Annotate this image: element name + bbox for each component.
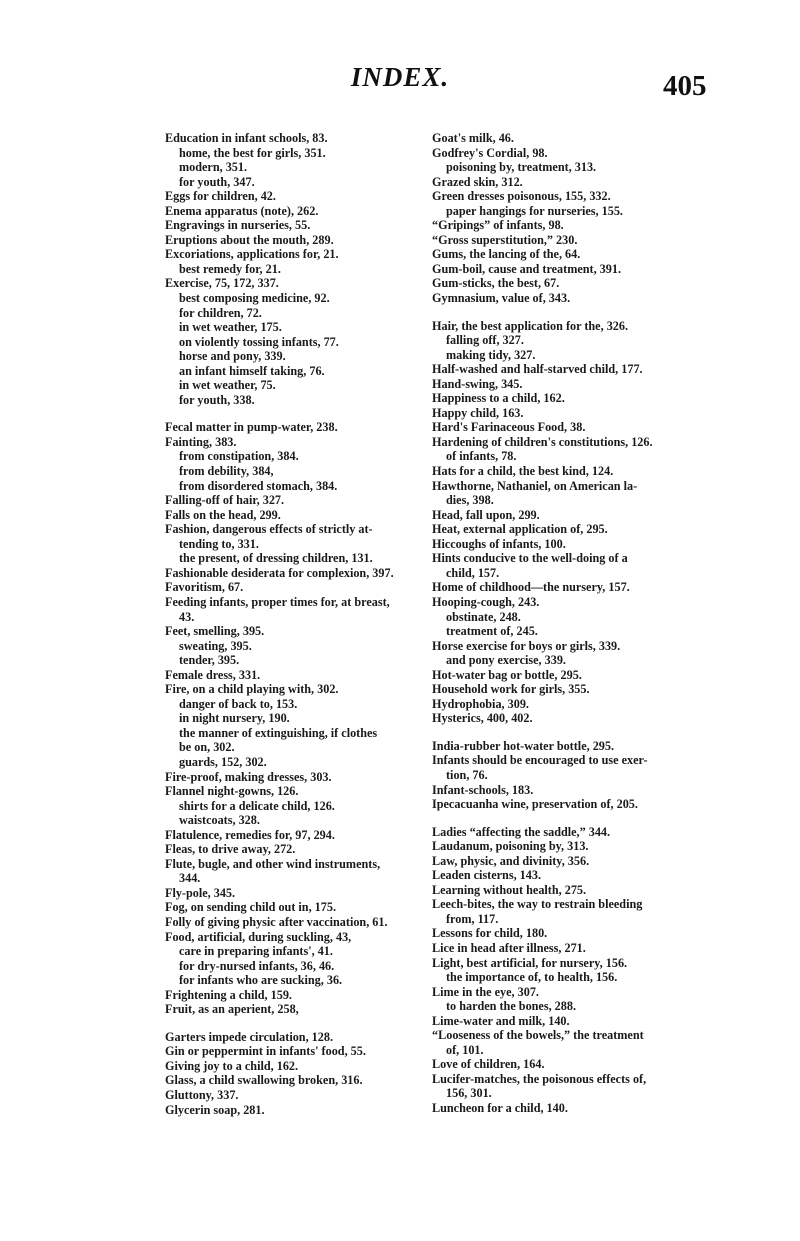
- index-subentry: for dry-nursed infants, 36, 46.: [179, 958, 335, 973]
- index-entry: Lucifer-matches, the poisonous effects of,: [432, 1071, 647, 1086]
- index-entry: Falls on the head, 299.: [165, 507, 281, 522]
- index-entry: Fleas, to drive away, 272.: [165, 842, 296, 857]
- index-column-right: [432, 131, 652, 1116]
- index-entry: “Gripings” of infants, 98.: [432, 218, 564, 233]
- index-entry: “Gross superstitution,” 230.: [432, 232, 578, 247]
- index-entry: Happiness to a child, 162.: [432, 391, 565, 406]
- index-column-left: [165, 131, 394, 1117]
- index-entry: Laudanum, poisoning by, 313.: [432, 839, 589, 854]
- index-entry: Falling-off of hair, 327.: [165, 493, 285, 508]
- index-entry: Half-washed and half-starved child, 177.: [432, 362, 643, 377]
- index-entry: Goat's milk, 46.: [432, 131, 514, 145]
- index-entry-continuation: 156, 301.: [446, 1086, 492, 1101]
- index-subentry: shirts for a delicate child, 126.: [179, 798, 335, 813]
- index-subentry: in wet weather, 175.: [179, 320, 282, 335]
- index-subentry: home, the best for girls, 351.: [179, 145, 326, 160]
- index-subentry: in wet weather, 75.: [179, 378, 276, 393]
- index-entry: Hawthorne, Nathaniel, on American la-: [432, 478, 638, 493]
- index-entry-continuation: 43.: [179, 609, 195, 624]
- index-entry: Hooping-cough, 243.: [432, 594, 540, 609]
- index-subentry: for infants who are sucking, 36.: [179, 973, 343, 988]
- index-entry: Favoritism, 67.: [165, 580, 244, 595]
- index-entry: Hints conducive to the well-doing of a: [432, 551, 628, 566]
- index-entry: Heat, external application of, 295.: [432, 522, 608, 537]
- index-subentry: guards, 152, 302.: [179, 754, 267, 769]
- index-entry: Education in infant schools, 83.: [165, 131, 328, 145]
- index-subentry: modern, 351.: [179, 160, 248, 175]
- index-subentry: the present, of dressing children, 131.: [179, 551, 373, 566]
- index-entry: Gum-boil, cause and treatment, 391.: [432, 261, 622, 276]
- index-entry: Hydrophobia, 309.: [432, 696, 529, 711]
- index-entry: Fog, on sending child out in, 175.: [165, 900, 337, 915]
- index-subentry: best composing medicine, 92.: [179, 291, 330, 306]
- index-entry: “Looseness of the bowels,” the treatment: [432, 1028, 644, 1043]
- index-entry: Gluttony, 337.: [165, 1088, 239, 1102]
- index-entry: Fashion, dangerous effects of strictly at-: [165, 522, 373, 537]
- index-entry: Gum-sticks, the best, 67.: [432, 276, 560, 291]
- index-entry: Eruptions about the mouth, 289.: [165, 232, 334, 247]
- index-entry: Luncheon for a child, 140.: [432, 1101, 568, 1115]
- index-entry: Grazed skin, 312.: [432, 174, 523, 189]
- index-entry: Excoriations, applications for, 21.: [165, 247, 339, 262]
- index-subentry: making tidy, 327.: [446, 347, 536, 362]
- index-subentry: tender, 395.: [179, 653, 240, 668]
- page-title: INDEX.: [350, 62, 450, 92]
- index-entry: Green dresses poisonous, 155, 332.: [432, 189, 611, 204]
- index-entry: Engravings in nurseries, 55.: [165, 218, 311, 233]
- index-entry: Hardening of children's constitutions, 126.: [432, 434, 653, 449]
- index-entry: Hair, the best application for the, 326.: [432, 318, 629, 333]
- index-entry: Gymnasium, value of, 343.: [432, 291, 571, 306]
- index-subentry: care in preparing infants', 41.: [179, 944, 333, 959]
- index-entry: Happy child, 163.: [432, 405, 524, 420]
- index-entry: Household work for girls, 355.: [432, 682, 590, 697]
- index-subentry: from disordered stomach, 384.: [179, 478, 338, 493]
- index-entry: Enema apparatus (note), 262.: [165, 203, 319, 218]
- index-subentry: an infant himself taking, 76.: [179, 363, 325, 378]
- index-entry: Lime-water and milk, 140.: [432, 1013, 570, 1028]
- index-subentry: danger of back to, 153.: [179, 696, 298, 711]
- index-entry: Giving joy to a child, 162.: [165, 1058, 299, 1073]
- index-entry-continuation: of, 101.: [446, 1042, 484, 1057]
- index-entry-continuation: 344.: [179, 871, 201, 886]
- index-entry: Flute, bugle, and other wind instruments,: [165, 856, 381, 871]
- index-entry: Fruit, as an aperient, 258,: [165, 1002, 299, 1017]
- index-entry: Horse exercise for boys or girls, 339.: [432, 638, 621, 653]
- index-entry: Love of children, 164.: [432, 1057, 545, 1072]
- index-subentry: from debility, 384,: [179, 464, 274, 479]
- index-entry: Fire-proof, making dresses, 303.: [165, 769, 332, 784]
- index-entry: Light, best artificial, for nursery, 156.: [432, 955, 628, 970]
- index-subentry: the importance of, to health, 156.: [446, 970, 618, 985]
- index-subentry: for children, 72.: [179, 305, 262, 320]
- index-subentry: waistcoats, 328.: [179, 813, 260, 828]
- index-subentry: obstinate, 248.: [446, 609, 521, 624]
- index-subentry: be on, 302.: [179, 740, 235, 755]
- index-entry: Leech-bites, the way to restrain bleeding: [432, 897, 643, 912]
- index-entry: Ipecacuanha wine, preservation of, 205.: [432, 797, 638, 812]
- index-subentry: in night nursery, 190.: [179, 711, 290, 726]
- index-entry: Glass, a child swallowing broken, 316.: [165, 1073, 363, 1088]
- index-subentry: of infants, 78.: [446, 449, 517, 464]
- index-entry: Law, physic, and divinity, 356.: [432, 853, 590, 868]
- index-entry: Hats for a child, the best kind, 124.: [432, 464, 614, 479]
- index-entry: Feet, smelling, 395.: [165, 624, 265, 639]
- index-entry: Learning without health, 275.: [432, 882, 587, 897]
- index-subentry: for youth, 347.: [179, 174, 255, 189]
- index-entry: Lessons for child, 180.: [432, 926, 548, 941]
- index-subentry: falling off, 327.: [446, 333, 524, 348]
- index-entry: Frightening a child, 159.: [165, 987, 292, 1002]
- index-entry-continuation: child, 157.: [446, 565, 500, 580]
- index-entry: Infant-schools, 183.: [432, 782, 534, 797]
- index-entry: Folly of giving physic after vaccination, 61.: [165, 914, 388, 929]
- index-entry: Eggs for children, 42.: [165, 189, 276, 204]
- index-entry-continuation: dies, 398.: [446, 493, 494, 508]
- index-entry: Hiccoughs of infants, 100.: [432, 536, 566, 551]
- index-entry: Garters impede circulation, 128.: [165, 1029, 334, 1044]
- index-entry: India-rubber hot-water bottle, 295.: [432, 738, 615, 753]
- index-entry: Hand-swing, 345.: [432, 376, 523, 391]
- index-entry: Head, fall upon, 299.: [432, 507, 540, 522]
- index-entry: Hard's Farinaceous Food, 38.: [432, 420, 586, 435]
- index-entry: Godfrey's Cordial, 98.: [432, 145, 548, 160]
- index-subentry: from constipation, 384.: [179, 449, 299, 464]
- index-entry: Ladies “affecting the saddle,” 344.: [432, 824, 611, 839]
- index-entry-continuation: tion, 76.: [446, 767, 488, 782]
- index-subentry: on violently tossing infants, 77.: [179, 334, 339, 349]
- index-subentry: paper hangings for nurseries, 155.: [446, 203, 623, 218]
- index-entry: Leaden cisterns, 143.: [432, 868, 542, 883]
- index-entry: Glycerin soap, 281.: [165, 1102, 265, 1117]
- index-entry: Gums, the lancing of the, 64.: [432, 247, 581, 262]
- index-entry: Fashionable desiderata for complexion, 397.: [165, 565, 394, 580]
- index-subentry: the manner of extinguishing, if clothes: [179, 725, 378, 740]
- index-entry: Fainting, 383.: [165, 434, 237, 449]
- index-subentry: sweating, 395.: [179, 638, 252, 653]
- page-number: 405: [663, 70, 707, 102]
- index-entry: Gin or peppermint in infants' food, 55.: [165, 1044, 366, 1059]
- index-entry: Fecal matter in pump-water, 238.: [165, 420, 338, 435]
- index-entry: Hysterics, 400, 402.: [432, 711, 533, 726]
- index-entry: Home of childhood—the nursery, 157.: [432, 580, 630, 595]
- index-entry: Fire, on a child playing with, 302.: [165, 682, 339, 697]
- index-entry: Lime in the eye, 307.: [432, 984, 539, 999]
- index-subentry: and pony exercise, 339.: [446, 653, 566, 668]
- index-entry: Infants should be encouraged to use exer-: [432, 753, 648, 768]
- index-entry: Flatulence, remedies for, 97, 294.: [165, 827, 335, 842]
- index-entry: Lice in head after illness, 271.: [432, 940, 586, 955]
- index-subentry: horse and pony, 339.: [179, 349, 286, 364]
- index-entry: Food, artificial, during suckling, 43,: [165, 929, 352, 944]
- index-subentry: to harden the bones, 288.: [446, 999, 577, 1014]
- index-entry: Flannel night-gowns, 126.: [165, 784, 299, 799]
- index-entry: Fly-pole, 345.: [165, 885, 236, 900]
- index-entry: Exercise, 75, 172, 337.: [165, 276, 279, 291]
- index-entry: Feeding infants, proper times for, at breast,: [165, 594, 390, 609]
- index-entry-continuation: from, 117.: [446, 911, 499, 926]
- index-subentry: poisoning by, treatment, 313.: [446, 160, 597, 175]
- index-entry: Female dress, 331.: [165, 667, 261, 682]
- index-entry-continuation: tending to, 331.: [179, 536, 259, 551]
- page-header: [0, 52, 800, 102]
- index-subentry: best remedy for, 21.: [179, 261, 281, 276]
- index-subentry: for youth, 338.: [179, 392, 255, 407]
- index-subentry: treatment of, 245.: [446, 624, 538, 639]
- index-entry: Hot-water bag or bottle, 295.: [432, 667, 582, 682]
